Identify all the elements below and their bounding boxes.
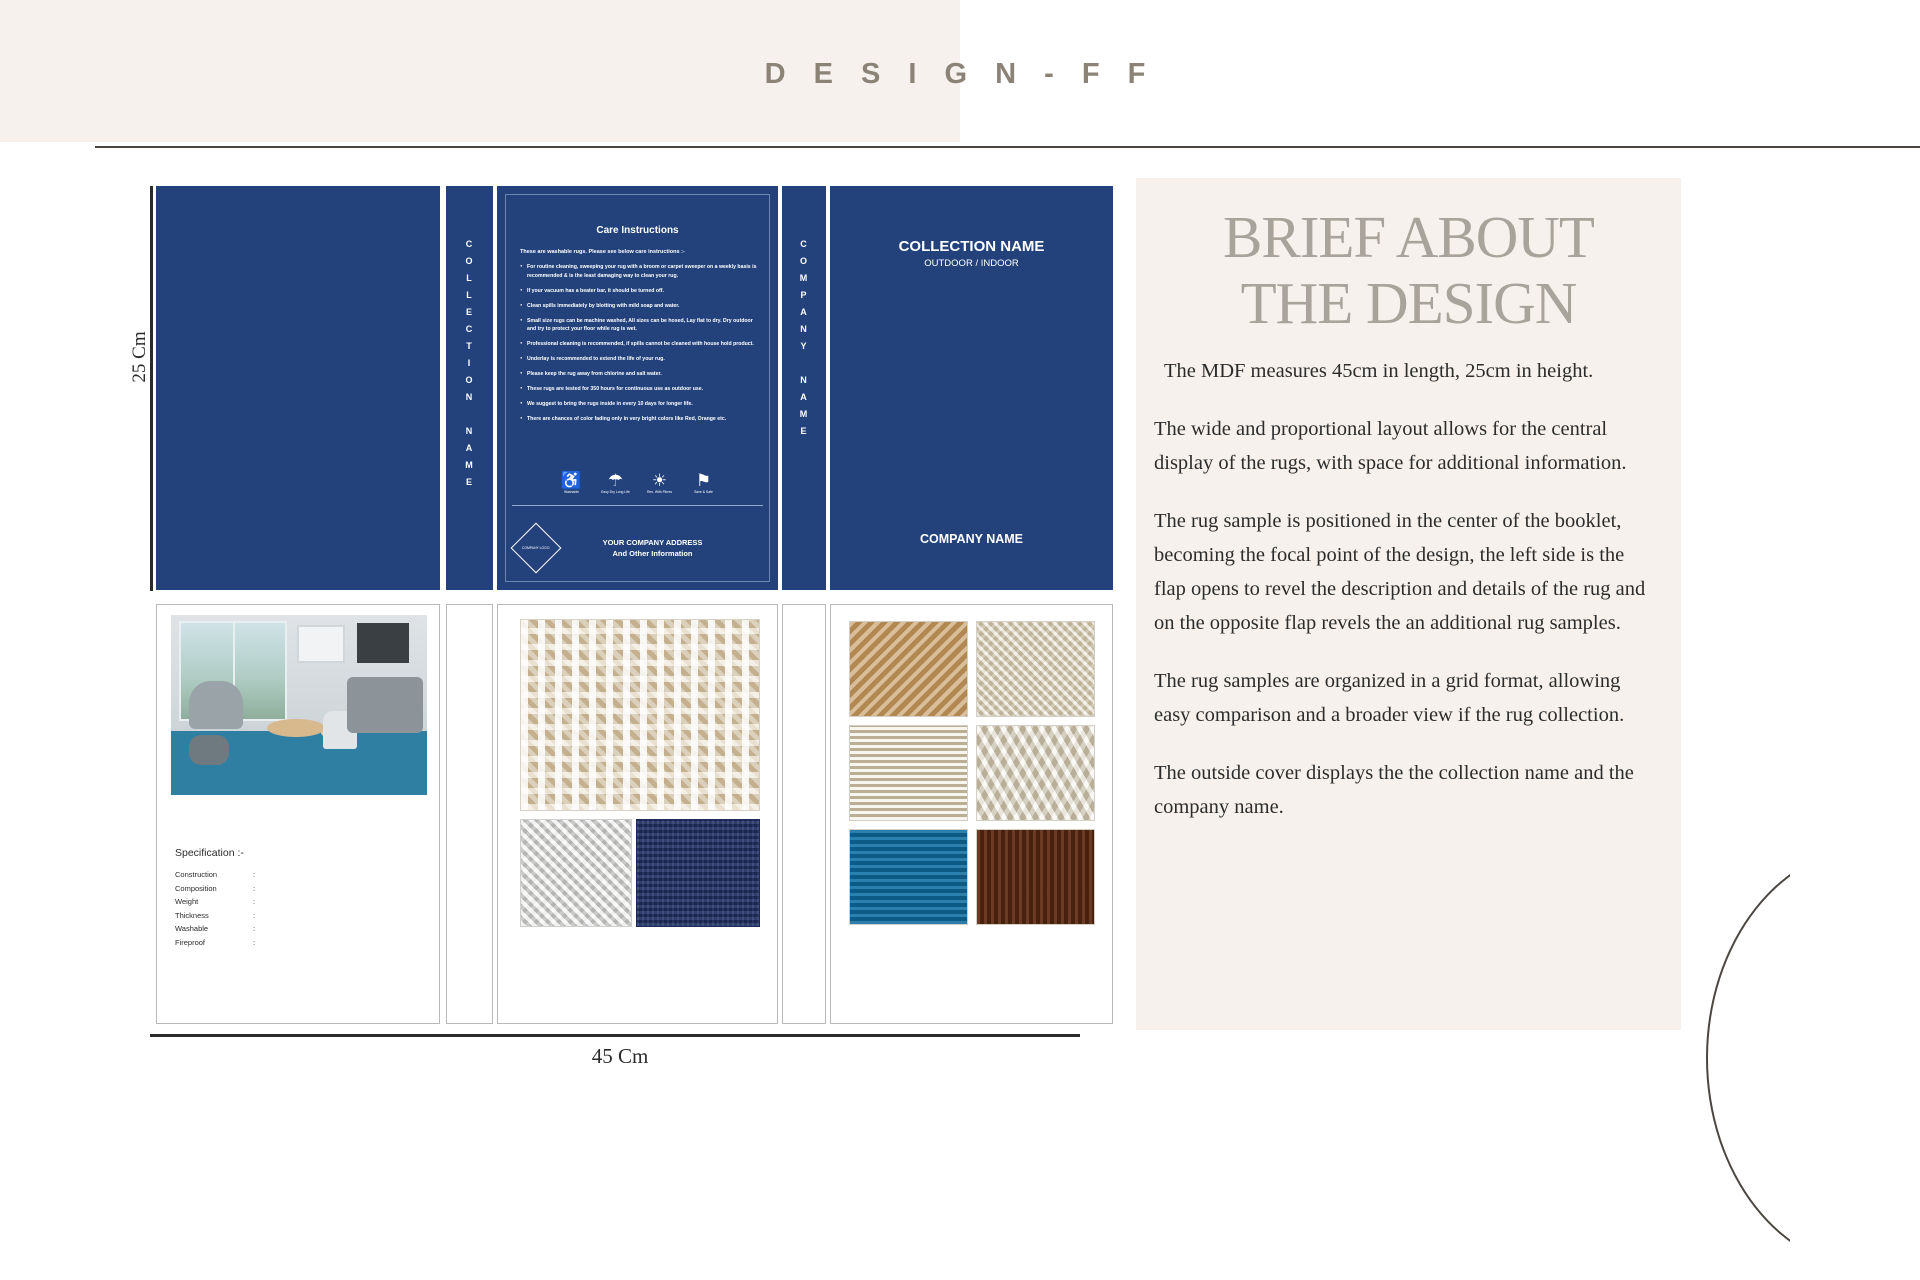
- brief-paragraph: The outside cover displays the the collection name and the company name.: [1154, 762, 1634, 818]
- care-item: · If your vacuum has a beater bar, it should be turned off.: [520, 287, 761, 296]
- care-item: · For routine cleaning, sweeping your rug with a broom or carpet sweeper on a weekly basis is recommended & is the least damaging way to clean your rug.: [520, 263, 761, 280]
- rug-sample-main: [520, 619, 760, 811]
- panel-front-cover: [156, 186, 440, 590]
- panel-right-flap: [782, 186, 826, 590]
- page-title: D E S I G N - F F: [764, 58, 1156, 90]
- care-footer: [506, 517, 769, 579]
- rug-sample-navy: [636, 819, 760, 927]
- fire-safe-icon-caption: Save & Safe: [694, 490, 713, 494]
- care-item: · These rugs are tested for 350 hours for continuous use as outdoor use.: [520, 385, 761, 394]
- care-item: · Professional cleaning is recommended, if spills cannot be cleaned with house hold product.: [520, 340, 761, 349]
- wall-art-shape: [297, 625, 345, 663]
- swatch-tan-herringbone: [849, 621, 968, 717]
- care-item: · Clean spills immediately by blotting with mild soap and water.: [520, 302, 761, 311]
- spec-label: Thickness: [175, 910, 209, 920]
- company-address-block: [554, 537, 769, 559]
- brief-body: [1154, 354, 1651, 824]
- brief-paragraph: The MDF measures 45cm in length, 25cm in height.: [1164, 360, 1594, 382]
- washable-icon-caption: Washable: [564, 490, 579, 494]
- easy-dry-icon-caption: Easy Dry Long Life: [601, 490, 630, 494]
- spec-row: [175, 922, 365, 936]
- panel-care-instructions: [497, 186, 778, 590]
- spec-colon: :: [253, 883, 256, 893]
- care-lead-text: These are washable rugs. Please see below care instructions :-: [520, 249, 685, 255]
- armchair-shape: [189, 681, 243, 729]
- uv-resistant-icon-caption: Res. With Fibres: [646, 490, 673, 494]
- brief-title-line1: BRIEF ABOUT: [1223, 204, 1594, 270]
- width-dimension-label: 45 Cm: [591, 1044, 649, 1068]
- spec-row: [175, 895, 365, 909]
- panel-inside-right-flap: [782, 604, 826, 1024]
- coffee-table-shape: [267, 719, 325, 737]
- spec-colon: :: [253, 924, 256, 933]
- spec-colon: :: [253, 897, 256, 906]
- cover-collection-name: COLLECTION NAME: [898, 238, 1045, 255]
- brief-title: [1136, 204, 1681, 336]
- spec-label: Washable: [175, 924, 209, 933]
- room-scene-photo: [171, 615, 427, 795]
- brief-title-line2: THE DESIGN: [1240, 270, 1577, 336]
- width-dimension-line: [150, 1034, 1080, 1037]
- spec-colon: :: [253, 910, 256, 920]
- care-divider: [512, 505, 763, 506]
- spec-label: Weight: [175, 897, 199, 906]
- panel-back-cover: [830, 186, 1113, 590]
- swatch-blue-shag: [849, 829, 968, 925]
- care-item: · Small size rugs can be machine washed, All sizes can be hosed, Lay flat to dry. Dry outdoor and try to protect your floor while rug is wet.: [520, 317, 761, 334]
- panel-swatch-grid: [830, 604, 1113, 1024]
- right-flap-vertical-text: C O M P A N Y N A M E: [799, 239, 809, 436]
- swatch-striped-natural: [849, 725, 968, 821]
- spec-colon: :: [253, 870, 256, 879]
- care-item: · Underlay is recommended to extend the life of your rug.: [520, 355, 761, 364]
- fire-safe-icon: ⚑ Save & Safe: [694, 471, 713, 494]
- left-flap-vertical-text: C O L L E C T I O N N A M E: [465, 239, 474, 487]
- company-address-line2: And Other Information: [612, 549, 693, 558]
- care-instruction-list: [520, 263, 761, 424]
- swatch-diamond-weave: [976, 725, 1095, 821]
- mockup-drawing: [129, 186, 1080, 1068]
- panel-specification: [156, 604, 440, 1024]
- spec-label: Fireproof: [175, 937, 206, 947]
- spec-row: [175, 868, 365, 882]
- panel-left-flap: [446, 186, 493, 590]
- care-item: · We suggest to bring the rugs inside in every 10 days for longer life.: [520, 400, 761, 409]
- sofa-shape: [347, 677, 423, 733]
- specification-title: Specification :-: [175, 847, 244, 859]
- care-item: · Please keep the rug away from chlorine and salt water.: [520, 370, 761, 379]
- spec-label: Construction: [175, 870, 218, 879]
- spec-label: Composition: [175, 883, 217, 893]
- panel-rug-samples-center: [497, 604, 778, 1024]
- care-instructions-card: [505, 194, 770, 582]
- washable-icon: ♿ Washable: [560, 471, 583, 494]
- swatch-brown-velvet: [976, 829, 1095, 925]
- brief-paragraph: The rug sample is positioned in the center of the booklet, becoming the focal point of the design, the left side is the flap opens to revel the description and details of the rug and on the opposite flap revels the an additional rug samples.: [1154, 510, 1646, 634]
- easy-dry-icon: ☂ Easy Dry Long Life: [601, 471, 630, 494]
- panel-inside-left-flap: [446, 604, 493, 1024]
- care-item: · There are chances of color fading only in very bright colors like Red, Orange etc.: [520, 415, 761, 424]
- company-logo-icon: [511, 523, 562, 574]
- spec-colon: :: [253, 937, 256, 947]
- company-logo-text: COMPANY LOGO: [522, 545, 550, 550]
- decorative-arc-mask: [1790, 840, 1920, 1280]
- wall-art-dark-shape: [357, 623, 409, 663]
- brief-paragraph: The wide and proportional layout allows for the central display of the rugs, with space for additional information.: [1154, 418, 1627, 474]
- uv-resistant-icon: ☀ Res. With Fibres: [646, 471, 673, 494]
- swatch-grid: [849, 621, 1095, 925]
- spec-row: [175, 936, 365, 950]
- cover-usage-label: OUTDOOR / INDOOR: [924, 258, 1019, 269]
- spec-row: [175, 909, 365, 923]
- brief-paragraph: The rug samples are organized in a grid format, allowing easy comparison and a broader view if the rug collection.: [1154, 670, 1625, 726]
- brief-panel: [1136, 178, 1681, 1030]
- care-icon-row: [506, 471, 769, 495]
- height-dimension-label: 25 Cm: [129, 331, 150, 383]
- swatch-beige-boucle: [976, 621, 1095, 717]
- rug-sample-grey: [520, 819, 632, 927]
- spec-row: [175, 882, 365, 896]
- header-divider: [95, 146, 1920, 148]
- cover-company-name: COMPANY NAME: [919, 532, 1023, 546]
- company-address-line1: YOUR COMPANY ADDRESS: [602, 538, 703, 547]
- care-title: Care Instructions: [596, 225, 679, 236]
- pouf-shape: [189, 735, 229, 765]
- specification-block: [175, 847, 365, 949]
